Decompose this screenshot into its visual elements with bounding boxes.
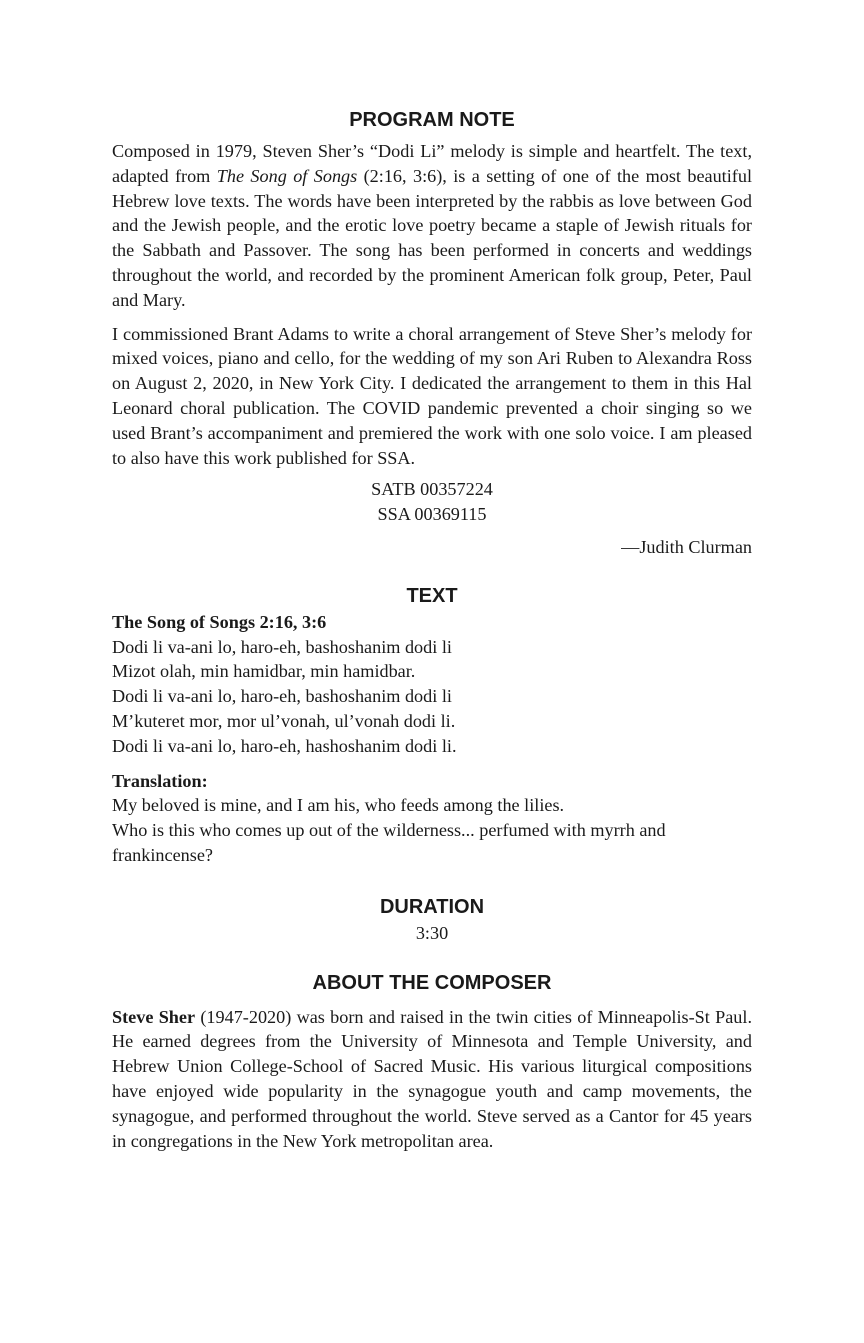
lyric-line: Dodi li va-ani lo, haro-eh, hashoshanim dodi li.: [112, 735, 457, 756]
composer-bio-text: (1947-2020) was born and raised in the twin cities of Minneapolis-St Paul. He earned degrees from the University of Minnesota and Temple University, and Hebrew Union College-School of Sacred Music. His various liturgical compositions have enjoyed wide popularity in the synagogue youth and camp movements, the synagogue, and performed throughout the world. Steve served as a Cantor for 45 years in congregations in the New York metropolitan area.: [112, 1006, 752, 1151]
content-column: [112, 106, 752, 1153]
signature: —Judith Clurman: [621, 536, 752, 557]
text-heading: TEXT: [406, 584, 458, 607]
lyric-line: Dodi li va-ani lo, haro-eh, bashoshanim dodi li: [112, 636, 452, 657]
p1-end: (2:16, 3:6), is a setting of one of the most beautiful Hebrew love texts. The words have been interpreted by the rabbis as love between God and the Jewish people, and the erotic love poetry became a staple of Jewish rituals for the Sabbath and Passover. The song has been performed in concerts and weddings throughout the world, and recorded by the prominent American folk group, Peter, Paul and Mary.: [112, 165, 752, 310]
program-note-heading: PROGRAM NOTE: [349, 109, 515, 131]
about-composer-heading: ABOUT THE COMPOSER: [312, 971, 552, 994]
translation-label: Translation:: [112, 770, 208, 791]
lyric-line: Mizot olah, min hamidbar, min hamidbar.: [112, 661, 416, 682]
lyric-line: M’kuteret mor, mor ul’vonah, ul’vonah dodi li.: [112, 710, 456, 731]
lyric-line: Dodi li va-ani lo, haro-eh, bashoshanim dodi li: [112, 686, 452, 707]
translation-line-1: My beloved is mine, and I am his, who feeds among the lilies.: [112, 795, 565, 816]
program-note-paragraph-1: [112, 139, 752, 313]
satb-catalog-number: SATB 00357224: [371, 479, 493, 500]
p1-italic-title: The Song of Songs: [216, 165, 358, 186]
hebrew-lyrics: [112, 635, 752, 759]
duration-heading: DURATION: [379, 895, 485, 918]
translation-line-2: Who is this who comes up out of the wilderness... perfumed with myrrh and frankincense?: [112, 820, 666, 865]
p1-start: Composed in 1979, Steven Sher’s “Dodi Li” melody is simple and heartfelt. The text, adapted from: [112, 141, 752, 186]
composer-bio: [112, 1005, 752, 1154]
ssa-catalog-number: SSA 00369115: [377, 504, 487, 525]
program-note-paragraph-2: I commissioned Brant Adams to write a choral arrangement of Steve Sher’s melody for mixed voices, piano and cello, for the wedding of my son Ari Ruben to Alexandra Ross on August 2, 2020, in New York City. I dedicated the arrangement to them in this Hal Leonard choral publication. The COVID pandemic prevented a choir singing so we used Brant’s accompaniment and premiered the work with one solo voice. I am pleased to also have this work published for SSA.: [112, 323, 752, 468]
duration-value: 3:30: [415, 922, 449, 943]
composer-name: Steve Sher: [112, 1006, 196, 1027]
text-source: The Song of Songs 2:16, 3:6: [112, 611, 327, 632]
